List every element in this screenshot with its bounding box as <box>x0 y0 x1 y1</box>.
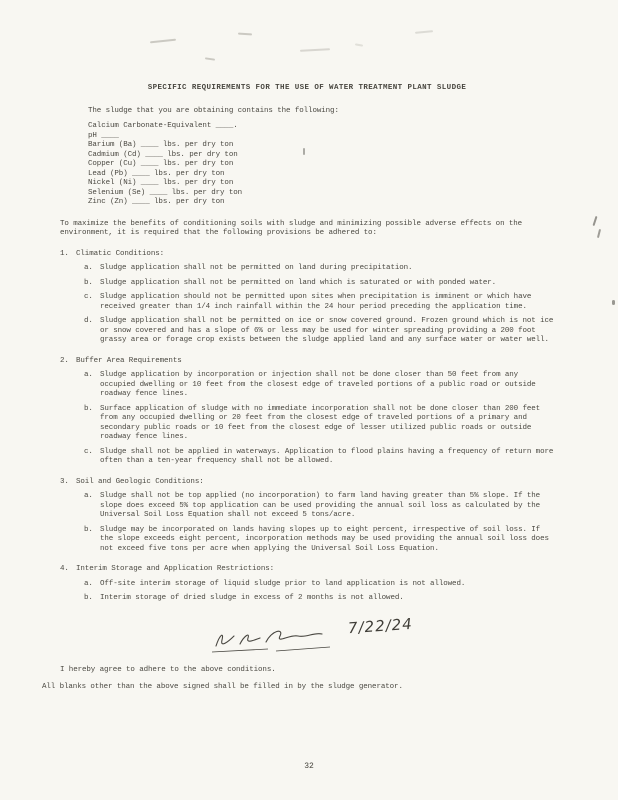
content-line-selenium: Selenium (Se) ____ lbs. per dry ton <box>88 188 243 197</box>
section-title: Soil and Geologic Conditions: <box>76 477 204 486</box>
item-text: Sludge application shall not be permitted on ice or snow covered ground. Frozen ground which is not ice or snow covered and has a slope of 6% or less may be used for winter spreading providing a 200 foot grassy area or forage crop exists between the sludge applied land and any surface water or water well. <box>100 317 554 344</box>
section-number: 4. <box>60 565 69 573</box>
item-text: Sludge application by incorporation or injection shall not be done closer than 50 feet from any occupied dwelling or 10 feet from the closest edge of traveled portions of a public road or outside roadway fence lines. <box>100 371 536 398</box>
item-letter: a. <box>84 264 93 272</box>
section-heading <box>60 357 554 367</box>
list-item <box>60 293 554 312</box>
scan-artifact <box>355 43 363 46</box>
section-heading <box>60 478 554 488</box>
item-text: Sludge application shall not be permitted on land during precipitation. <box>100 264 413 272</box>
content-line-calcium: Calcium Carbonate-Equivalent ____. <box>88 122 238 130</box>
section-title: Interim Storage and Application Restrictions: <box>76 565 275 573</box>
section-climatic-conditions <box>60 250 554 346</box>
scan-artifact <box>238 33 252 36</box>
section-heading <box>60 565 554 575</box>
item-letter: b. <box>84 525 93 534</box>
section-buffer-area <box>60 357 554 467</box>
scan-artifact <box>150 39 176 44</box>
section-title: Climatic Conditions: <box>76 249 165 258</box>
list-item <box>60 279 554 289</box>
item-letter: d. <box>84 317 93 325</box>
item-text: Surface application of sludge with no immediate incorporation shall not be done closer than 200 feet from any occupied dwelling or 20 feet from the closest edge of traveled portions of a primary and secondary public roads or 10 feet from the closest edge of lesser utilized public roads or outside roadway fence lines. <box>100 404 541 441</box>
content-line-lead: Lead (Pb) ____ lbs. per dry ton <box>88 169 225 178</box>
item-text: Off-site interim storage of liquid sludge prior to land application is not allowed. <box>100 579 466 588</box>
signature-block <box>210 614 554 660</box>
item-text: Sludge shall not be top applied (no incorporation) to farm land having greater than 5% slope. If the slope does exceed 5% top application can be used providing the annual soil loss as calculated by the Universal Soil Loss Equation shall not exceed 5 tons/acre. <box>100 492 541 519</box>
scan-artifact <box>300 48 330 52</box>
document-content <box>42 84 554 693</box>
item-text: Sludge shall not be applied in waterways. Application to flood plains having a frequency of return more often than a ten-year frequency shall not be allowed. <box>100 447 554 465</box>
item-letter: a. <box>84 579 93 588</box>
list-item <box>60 492 554 521</box>
agreement-line: I hereby agree to adhere to the above conditions. <box>60 665 276 674</box>
list-item <box>60 526 554 555</box>
item-letter: c. <box>84 293 93 301</box>
content-line-barium: Barium (Ba) ____ lbs. per dry ton <box>88 141 234 149</box>
preamble-paragraph: To maximize the benefits of conditioning soils with sludge and minimizing possible adverse effects on the environment, it is required that the following provisions be adhered to: <box>60 219 523 237</box>
content-line-nickel: Nickel (Ni) ____ lbs. per dry ton <box>88 179 234 187</box>
content-line-copper: Copper (Cu) ____ lbs. per dry ton <box>88 160 234 168</box>
section-title: Buffer Area Requirements <box>76 356 182 365</box>
item-letter: b. <box>84 404 93 413</box>
content-line-ph: pH ____ <box>88 131 119 140</box>
item-text: Sludge application should not be permitted upon sites when precipitation is imminent or which have received greater than 1/4 inch rainfall within the 24 hour period preceding the application time. <box>100 293 532 311</box>
list-item <box>60 594 554 604</box>
footer-note: All blanks other than the above signed shall be filled in by the sludge generator. <box>42 683 403 691</box>
content-line-cadmium: Cadmium (Cd) ____ lbs. per dry ton <box>88 150 238 159</box>
item-letter: b. <box>84 278 93 287</box>
scan-artifact <box>612 300 615 305</box>
section-number: 1. <box>60 249 69 258</box>
item-letter: a. <box>84 371 93 379</box>
section-number: 3. <box>60 477 69 486</box>
intro-line: The sludge that you are obtaining contains the following: <box>88 106 339 115</box>
section-interim-storage <box>60 565 554 604</box>
margin-pen-mark <box>597 229 601 238</box>
section-heading <box>60 250 554 260</box>
item-letter: a. <box>84 492 93 500</box>
list-item <box>60 405 554 443</box>
page-number: 32 <box>304 762 314 771</box>
scan-artifact <box>415 30 433 34</box>
list-item <box>60 371 554 400</box>
margin-pen-mark <box>593 216 598 226</box>
scan-artifact <box>205 57 215 60</box>
document-title: SPECIFIC REQUIREMENTS FOR THE USE OF WATER TREATMENT PLANT SLUDGE <box>147 84 467 92</box>
handwritten-date: 7/22/24 <box>347 614 414 637</box>
section-number: 2. <box>60 356 69 365</box>
list-item <box>60 317 554 346</box>
content-line-zinc: Zinc (Zn) ____ lbs. per dry ton <box>88 198 225 206</box>
list-item <box>60 448 554 467</box>
item-letter: c. <box>84 447 93 456</box>
handwritten-signature <box>210 622 360 658</box>
list-item <box>60 264 554 274</box>
sludge-contents-block <box>60 107 554 208</box>
item-text: Sludge application shall not be permitted on land which is saturated or with ponded water. <box>100 278 497 287</box>
item-text: Interim storage of dried sludge in excess of 2 months is not allowed. <box>100 594 404 602</box>
list-item <box>60 580 554 590</box>
item-text: Sludge may be incorporated on lands having slopes up to eight percent, irrespective of soil loss. If the slope exceeds eight percent, incorporation methods may be used providing the annual soil loss does not exceed five tons per acre when applying the Universal Soil Loss Equation. <box>100 525 549 553</box>
item-letter: b. <box>84 594 93 602</box>
section-soil-geologic <box>60 478 554 555</box>
